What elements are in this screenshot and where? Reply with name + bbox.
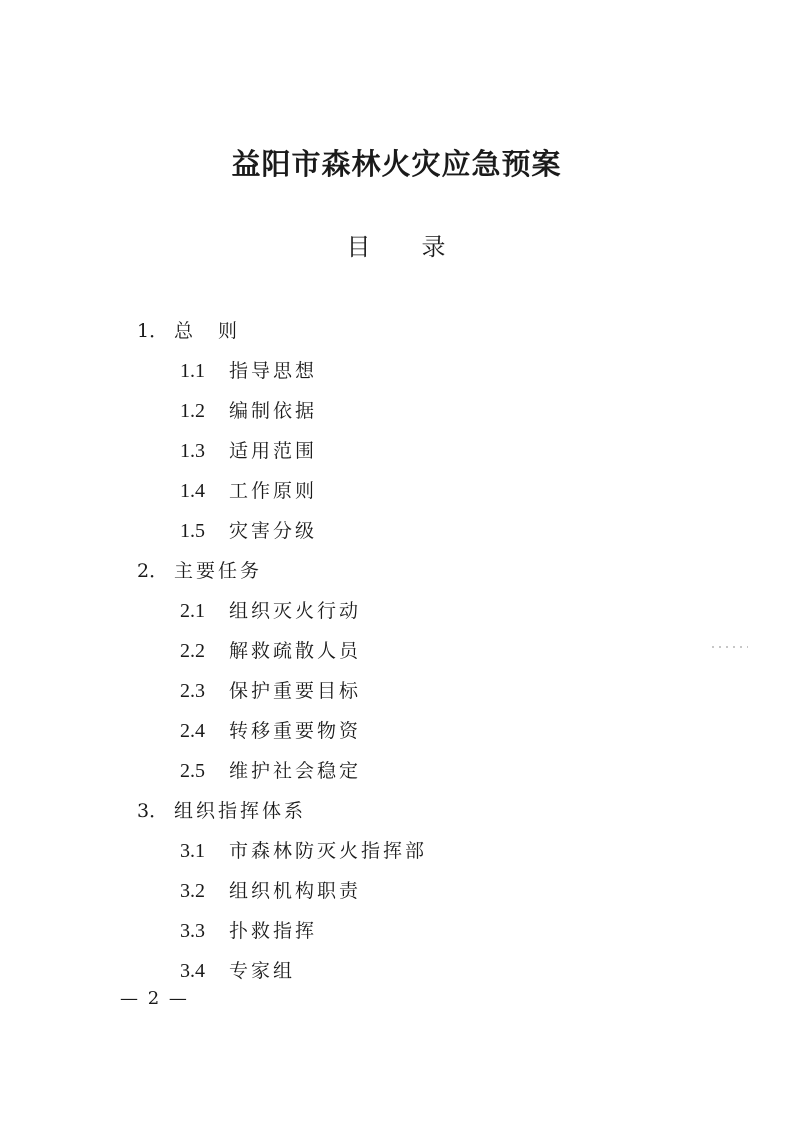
toc-number: 1． (137, 320, 169, 342)
toc-label: 编制依据 (229, 400, 318, 422)
toc-item-2-2 (180, 639, 361, 663)
toc-label: 总 则 (174, 320, 241, 342)
toc-section-2 (137, 559, 262, 583)
toc-number: 3.1 (180, 840, 205, 862)
toc-number: 3.4 (180, 960, 205, 982)
toc-number: 2． (137, 560, 169, 582)
toc-label: 指导思想 (229, 360, 318, 382)
toc-item-3-1 (180, 839, 427, 863)
toc-number: 1.1 (180, 360, 205, 382)
toc-item-3-2 (180, 879, 361, 903)
toc-heading-right: 录 (421, 233, 447, 261)
toc-label: 市森林防灭火指挥部 (229, 840, 428, 862)
toc-item-1-1 (180, 359, 317, 383)
toc-section-3 (137, 799, 306, 823)
toc-label: 专家组 (229, 960, 296, 982)
toc-label: 适用范围 (229, 440, 318, 462)
toc-item-3-3 (180, 919, 317, 943)
toc-label: 保护重要目标 (229, 680, 362, 702)
toc-item-3-4 (180, 959, 295, 983)
toc-item-1-3 (180, 439, 317, 463)
toc-label: 组织机构职责 (229, 880, 362, 902)
toc-item-1-5 (180, 519, 317, 543)
toc-item-2-4 (180, 719, 361, 743)
toc-number: 1.5 (180, 520, 205, 542)
toc-number: 3． (137, 800, 169, 822)
toc-label: 组织灭火行动 (229, 600, 362, 622)
toc-item-2-5 (180, 759, 361, 783)
toc-section-1 (137, 319, 240, 343)
toc-label: 扑救指挥 (229, 920, 318, 942)
toc-item-1-4 (180, 479, 317, 503)
toc-number: 1.2 (180, 400, 205, 422)
toc-number: 2.5 (180, 760, 205, 782)
toc-heading (0, 232, 793, 262)
toc-number: 2.3 (180, 680, 205, 702)
toc-number: 2.1 (180, 600, 205, 622)
toc-label: 维护社会稳定 (229, 760, 362, 782)
page-number: — 2 — (120, 988, 189, 1009)
toc-heading-left: 目 (346, 233, 372, 261)
toc-number: 3.2 (180, 880, 205, 902)
toc-label: 组织指挥体系 (174, 800, 307, 822)
toc-number: 1.3 (180, 440, 205, 462)
toc-item-1-2 (180, 399, 317, 423)
toc-label: 主要任务 (174, 560, 263, 582)
scan-artifact (712, 646, 748, 648)
toc-item-2-1 (180, 599, 361, 623)
toc-number: 2.4 (180, 720, 205, 742)
toc-number: 1.4 (180, 480, 205, 502)
toc-label: 工作原则 (229, 480, 318, 502)
document-title: 益阳市森林火灾应急预案 (231, 147, 562, 181)
toc-item-2-3 (180, 679, 361, 703)
toc-label: 解救疏散人员 (229, 640, 362, 662)
toc-label: 转移重要物资 (229, 720, 362, 742)
toc-number: 2.2 (180, 640, 205, 662)
toc-label: 灾害分级 (229, 520, 318, 542)
toc-number: 3.3 (180, 920, 205, 942)
